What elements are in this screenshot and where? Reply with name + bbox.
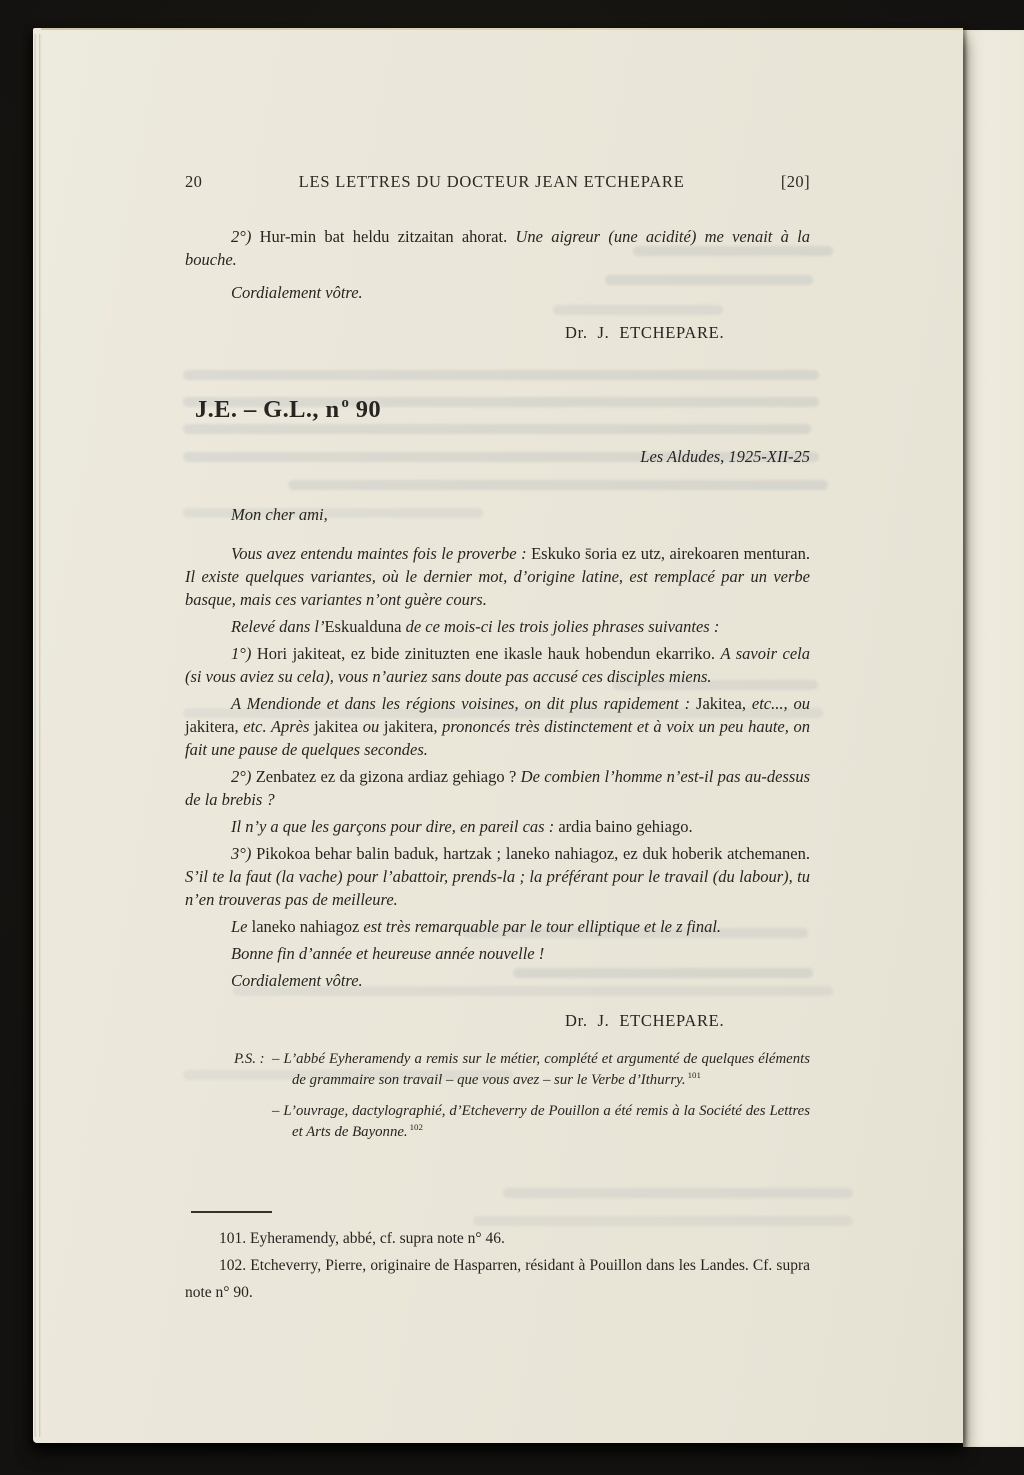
postscript xyxy=(185,1049,810,1153)
page-header xyxy=(185,172,810,192)
letter-paragraph-phrase-1: 1°) Hori jakiteat, ez bide zinituzten ene ikasle hauk hobendun ekarriko. A savoir cela (si vous aviez su cela), vous n’auriez sans doute pas accusé ces disciples miens. xyxy=(185,644,810,687)
letter-paragraph-mendionde: A Mendionde et dans les régions voisines, on dit plus rapidement : Jakitea, etc..., ou jakitera, etc. Après jakitea ou jakitera, prononcés très distinctement et à voix un peu haute, on fait une pause de quelques secondes. xyxy=(185,694,810,760)
letter-salutation: Mon cher ami, xyxy=(231,504,328,524)
letter-paragraph-releve: Relevé dans l’Eskualduna de ce mois-ci les trois jolies phrases suivantes : xyxy=(231,617,720,637)
letter-paragraph-garcons: Il n’y a que les garçons pour dire, en pareil cas : ardia baino gehiago. xyxy=(231,817,693,837)
postscript-item-2: – L’ouvrage, dactylographié, d’Etcheverry de Pouillon a été remis à la Société des Lettres et Arts de Bayonne. $^{102}$ xyxy=(272,1102,810,1141)
letter-paragraph-voeux: Bonne fin d’année et heureuse année nouvelle ! xyxy=(231,944,545,964)
facing-page-edge xyxy=(963,30,1024,1447)
running-title: LES LETTRES DU DOCTEUR JEAN ETCHEPARE xyxy=(298,172,685,191)
letter-paragraph-proverbe: Vous avez entendu maintes fois le proverbe : Eskuko s̄oria ez utz, airekoaren menturan. Il existe quelques variantes, où le dernier mot, d’origine latine, est remplacé par un verbe basque, mais ces variantes n’ont guère cours. xyxy=(185,544,810,610)
book-page xyxy=(33,28,963,1443)
letter-dateline: Les Aldudes, 1925-XII-25 xyxy=(640,446,810,466)
header-folio-number: [20] xyxy=(780,172,810,191)
letter-heading: J.E. – G.L., n $^o$ 90 xyxy=(195,395,382,423)
postscript-item-1: – L’abbé Eyheramendy a remis sur le métier, complété et argumenté de quelques éléments de grammaire son travail – que vous avez – sur le Verbe d’Ithurry. $^{101}$ xyxy=(272,1050,810,1089)
page-text-column xyxy=(185,172,810,1306)
footnote-102: 102. Etcheverry, Pierre, originaire de Hasparren, résidant à Pouillon dans les Landes. Cf. supra note n° 90. xyxy=(185,1256,810,1301)
footnote-rule xyxy=(191,1211,272,1213)
prev-letter-signature: Dr. J. ETCHEPARE. xyxy=(565,322,725,342)
prev-letter-paragraph: 2°) Hur-min bat heldu zitzaitan ahorat. Une aigreur (une acidité) me venait à la bouche. xyxy=(185,227,810,269)
postscript-items xyxy=(272,1049,810,1153)
footnote-101: 101. Eyheramendy, abbé, cf. supra note n° 46. xyxy=(219,1229,505,1247)
letter-closing: Cordialement vôtre. xyxy=(231,971,363,991)
header-page-number: 20 xyxy=(185,172,203,191)
letter-paragraph-phrase-2: 2°) Zenbatez ez da gizona ardiaz gehiago ? De combien l’homme n’est-il pas au-dessus de la brebis ? xyxy=(185,767,811,810)
postscript-label: P.S. : xyxy=(234,1050,265,1067)
letter-signature: Dr. J. ETCHEPARE. xyxy=(565,1010,725,1030)
letter-paragraph-laneko: Le laneko nahiagoz est très remarquable par le tour elliptique et le z final. xyxy=(231,917,722,937)
letter-paragraph-phrase-3: 3°) Pikokoa behar balin baduk, hartzak ; laneko nahiagoz, ez duk hoberik atchemanen. S’il te la faut (la vache) pour l’abattoir, prends-la ; la préférant pour le travail (du labour), tu n’en trouveras pas de meilleure. xyxy=(185,844,810,910)
prev-letter-closing: Cordialement vôtre. xyxy=(231,283,363,302)
